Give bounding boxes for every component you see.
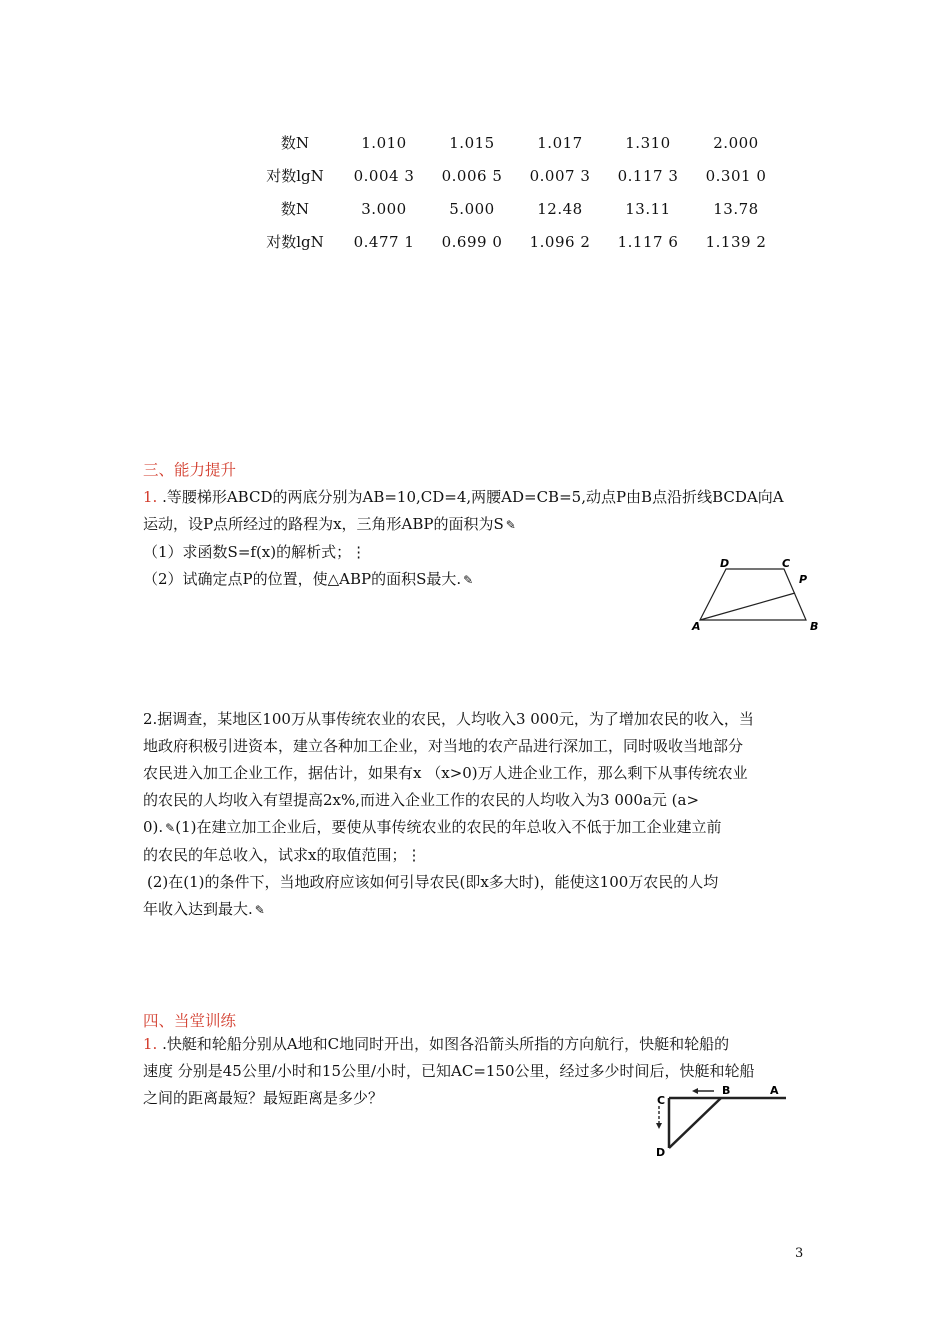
table-cell: 13.11 xyxy=(625,199,671,218)
log-table-row xyxy=(250,225,780,258)
question-text: .等腰梯形ABCD的两底分别为AB=10,CD=4,两腰AD=CB=5,动点P由B点沿折线BCDA向A xyxy=(157,488,784,506)
row-label: 数N xyxy=(280,200,310,218)
page-number: 3 xyxy=(795,1246,804,1261)
table-cell: 0.004 3 xyxy=(353,166,415,185)
question-line xyxy=(143,511,811,539)
row-label: 对数lgN xyxy=(266,167,324,185)
log-table xyxy=(250,126,780,258)
log-table-row xyxy=(250,159,780,192)
sub-question-text: （2）试确定点P的位置，使△ABP的面积S最大. xyxy=(143,570,462,588)
row-label: 对数lgN xyxy=(266,233,324,251)
question-line xyxy=(143,484,811,511)
label-c: C xyxy=(657,1094,666,1107)
label-d: D xyxy=(720,557,730,570)
question-2 xyxy=(143,706,811,924)
table-cell: 1.096 2 xyxy=(529,232,591,251)
pencil-icon: ✎ xyxy=(254,903,265,917)
table-cell: 0.477 1 xyxy=(353,232,415,251)
question-text: 0). xyxy=(143,818,164,836)
question-number: 1. xyxy=(143,1035,158,1053)
table-cell: 1.139 2 xyxy=(705,232,767,251)
table-cell: 1.117 6 xyxy=(617,232,679,251)
question-line: (2)在(1)的条件下，当地政府应该如何引导农民(即x多大时)，能使这100万农民的人均 xyxy=(147,873,719,891)
question-line xyxy=(143,896,811,924)
row-label: 数N xyxy=(280,134,310,152)
question-line: 2.据调查，某地区100万从事传统农业的农民，人均收入3 000元，为了增加农民的收入，当 xyxy=(143,710,754,728)
pencil-icon: ✎ xyxy=(463,573,474,587)
table-cell: 2.000 xyxy=(713,133,759,152)
section-title: 四、当堂训练 xyxy=(143,1012,237,1030)
label-c: C xyxy=(782,557,791,570)
question-line xyxy=(143,1031,811,1058)
section-title: 三、能力提升 xyxy=(143,461,237,479)
log-table-row xyxy=(250,126,780,159)
question-line: 的农民的年总收入，试求x的取值范围；⋮ xyxy=(143,846,422,864)
table-cell: 0.117 3 xyxy=(617,166,679,185)
table-cell: 1.015 xyxy=(449,133,495,152)
table-cell: 0.007 3 xyxy=(529,166,591,185)
table-cell: 13.78 xyxy=(713,199,759,218)
question-line: 的农民的人均收入有望提高2x%,而进入企业工作的农民的人均收入为3 000a元 (a> xyxy=(143,791,700,809)
table-cell: 1.310 xyxy=(625,133,671,152)
table-cell: 5.000 xyxy=(449,199,495,218)
question-number: 1. xyxy=(143,488,158,506)
arrow-head-left xyxy=(692,1088,698,1094)
question-line: 速度 分别是45公里/小时和15公里/小时，已知AC=150公里，经过多少时间后，快艇和轮船 xyxy=(143,1062,755,1080)
arrow-head-down xyxy=(656,1123,662,1129)
table-cell: 1.010 xyxy=(361,133,407,152)
table-cell: 0.301 0 xyxy=(705,166,767,185)
table-cell: 12.48 xyxy=(537,199,583,218)
question-line: 地政府积极引进资本，建立各种加工企业，对当地的农产品进行深加工，同时吸收当地部分 xyxy=(143,737,744,755)
question-text: .快艇和轮船分别从A地和C地同时开出，如图各沿箭头所指的方向航行，快艇和轮船的 xyxy=(157,1035,730,1053)
pencil-icon: ✎ xyxy=(505,518,516,532)
table-cell: 1.017 xyxy=(537,133,583,152)
question-line: 农民进入加工企业工作，据估计，如果有x （x>0)万人进企业工作，那么剩下从事传统农业 xyxy=(143,764,748,782)
question-text: (1)在建立加工企业后，要使从事传统农业的农民的年总收入不低于加工企业建立前 xyxy=(175,818,722,836)
table-cell: 3.000 xyxy=(361,199,407,218)
segment-ap xyxy=(700,593,795,620)
trapezoid-figure xyxy=(686,556,826,632)
log-table-row xyxy=(250,192,780,225)
label-p: P xyxy=(799,573,808,586)
question-line: 之间的距离最短？最短距离是多少？ xyxy=(143,1089,384,1107)
line-db xyxy=(669,1098,721,1148)
question-line xyxy=(143,814,811,842)
table-cell: 0.699 0 xyxy=(441,232,503,251)
question-text: 年收入达到最大. xyxy=(143,900,253,918)
label-b: B xyxy=(810,620,819,632)
label-d: D xyxy=(656,1146,666,1159)
label-b: B xyxy=(722,1084,731,1097)
sub-question-text: （1）求函数S=f(x)的解析式；⋮ xyxy=(143,543,367,561)
boats-figure xyxy=(652,1084,792,1164)
table-cell: 0.006 5 xyxy=(441,166,503,185)
pencil-icon: ✎ xyxy=(165,821,176,835)
label-a: A xyxy=(770,1084,779,1097)
label-a: A xyxy=(692,620,701,632)
question-text: 运动，设P点所经过的路程为x，三角形ABP的面积为S xyxy=(143,515,504,533)
